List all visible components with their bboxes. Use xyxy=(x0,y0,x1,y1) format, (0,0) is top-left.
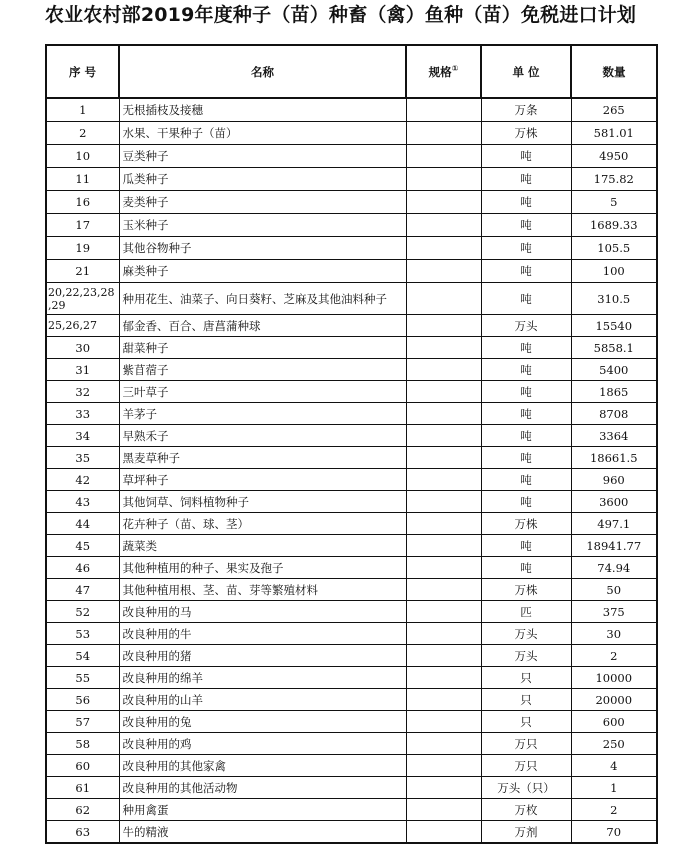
table-row xyxy=(46,601,657,623)
row-spec xyxy=(406,601,481,623)
header-spec xyxy=(406,45,481,98)
row-quantity: 4 xyxy=(571,755,657,777)
row-unit: 只 xyxy=(481,667,571,689)
row-spec xyxy=(406,98,481,122)
row-number: 19 xyxy=(46,237,119,260)
row-number: 58 xyxy=(46,733,119,755)
row-spec xyxy=(406,535,481,557)
table-row xyxy=(46,337,657,359)
table-row xyxy=(46,491,657,513)
table-row xyxy=(46,168,657,191)
row-unit: 万头（只） xyxy=(481,777,571,799)
row-number: 25,26,27 xyxy=(46,315,119,337)
row-quantity: 100 xyxy=(571,260,657,283)
table-row xyxy=(46,513,657,535)
row-spec xyxy=(406,667,481,689)
header-no: 序 号 xyxy=(46,45,119,98)
row-quantity: 105.5 xyxy=(571,237,657,260)
row-quantity: 375 xyxy=(571,601,657,623)
table-row xyxy=(46,755,657,777)
row-name: 改良种用的绵羊 xyxy=(119,667,406,689)
row-name: 牛的精液 xyxy=(119,821,406,844)
row-name: 黑麦草种子 xyxy=(119,447,406,469)
row-spec xyxy=(406,777,481,799)
row-number: 62 xyxy=(46,799,119,821)
row-name: 甜菜种子 xyxy=(119,337,406,359)
row-number: 34 xyxy=(46,425,119,447)
row-name: 改良种用的其他家禽 xyxy=(119,755,406,777)
row-spec xyxy=(406,359,481,381)
row-quantity: 18941.77 xyxy=(571,535,657,557)
row-unit: 万株 xyxy=(481,122,571,145)
row-quantity: 2 xyxy=(571,645,657,667)
row-number: 55 xyxy=(46,667,119,689)
row-name: 花卉种子（苗、球、茎） xyxy=(119,513,406,535)
row-number: 35 xyxy=(46,447,119,469)
row-name: 郁金香、百合、唐菖蒲种球 xyxy=(119,315,406,337)
row-unit: 吨 xyxy=(481,260,571,283)
row-unit: 吨 xyxy=(481,425,571,447)
row-spec xyxy=(406,168,481,191)
row-quantity: 20000 xyxy=(571,689,657,711)
row-number: 46 xyxy=(46,557,119,579)
row-unit: 只 xyxy=(481,689,571,711)
row-unit: 吨 xyxy=(481,491,571,513)
row-name: 豆类种子 xyxy=(119,145,406,168)
table-row xyxy=(46,403,657,425)
row-name: 三叶草子 xyxy=(119,381,406,403)
row-name: 其他种植用的种子、果实及孢子 xyxy=(119,557,406,579)
row-number: 10 xyxy=(46,145,119,168)
row-number: 33 xyxy=(46,403,119,425)
row-name: 麦类种子 xyxy=(119,191,406,214)
row-number: 11 xyxy=(46,168,119,191)
row-spec xyxy=(406,491,481,513)
table-row xyxy=(46,315,657,337)
row-spec xyxy=(406,425,481,447)
row-spec xyxy=(406,469,481,491)
table-body xyxy=(46,98,657,843)
row-unit: 吨 xyxy=(481,447,571,469)
row-spec xyxy=(406,733,481,755)
table-row xyxy=(46,711,657,733)
row-quantity: 2 xyxy=(571,799,657,821)
table-row xyxy=(46,557,657,579)
table-header-row xyxy=(46,45,657,98)
row-number: 47 xyxy=(46,579,119,601)
row-name: 种用花生、油菜子、向日葵籽、芝麻及其他油料种子 xyxy=(119,283,406,315)
row-quantity: 50 xyxy=(571,579,657,601)
row-number: 16 xyxy=(46,191,119,214)
row-name: 草坪种子 xyxy=(119,469,406,491)
row-quantity: 310.5 xyxy=(571,283,657,315)
table-row xyxy=(46,191,657,214)
row-number: 20,22,23,28 ,29 xyxy=(46,283,119,315)
row-unit: 吨 xyxy=(481,359,571,381)
row-number: 43 xyxy=(46,491,119,513)
row-name: 玉米种子 xyxy=(119,214,406,237)
row-quantity: 30 xyxy=(571,623,657,645)
row-spec xyxy=(406,260,481,283)
row-quantity: 10000 xyxy=(571,667,657,689)
header-name: 名称 xyxy=(119,45,406,98)
row-spec xyxy=(406,579,481,601)
row-number: 63 xyxy=(46,821,119,844)
row-quantity: 960 xyxy=(571,469,657,491)
row-quantity: 1865 xyxy=(571,381,657,403)
row-quantity: 250 xyxy=(571,733,657,755)
row-unit: 吨 xyxy=(481,337,571,359)
row-spec xyxy=(406,337,481,359)
row-name: 水果、干果种子（苗） xyxy=(119,122,406,145)
row-number: 42 xyxy=(46,469,119,491)
row-name: 其他谷物种子 xyxy=(119,237,406,260)
row-unit: 吨 xyxy=(481,237,571,260)
row-number: 1 xyxy=(46,98,119,122)
table-row xyxy=(46,733,657,755)
row-unit: 吨 xyxy=(481,469,571,491)
row-unit: 万头 xyxy=(481,645,571,667)
row-unit: 吨 xyxy=(481,403,571,425)
row-spec xyxy=(406,513,481,535)
table-row xyxy=(46,821,657,844)
row-unit: 吨 xyxy=(481,191,571,214)
row-unit: 万头 xyxy=(481,315,571,337)
table-row xyxy=(46,425,657,447)
table-row xyxy=(46,98,657,122)
row-unit: 万只 xyxy=(481,755,571,777)
row-number: 31 xyxy=(46,359,119,381)
row-number: 53 xyxy=(46,623,119,645)
row-quantity: 3600 xyxy=(571,491,657,513)
row-spec xyxy=(406,799,481,821)
row-spec xyxy=(406,145,481,168)
row-spec xyxy=(406,237,481,260)
table-row xyxy=(46,145,657,168)
table-row xyxy=(46,777,657,799)
header-qty: 数量 xyxy=(571,45,657,98)
row-quantity: 600 xyxy=(571,711,657,733)
table-row xyxy=(46,623,657,645)
row-unit: 吨 xyxy=(481,381,571,403)
import-plan-table xyxy=(45,44,658,844)
row-unit: 匹 xyxy=(481,601,571,623)
row-name: 改良种用的牛 xyxy=(119,623,406,645)
header-spec-footnote: ① xyxy=(451,63,459,73)
row-unit: 吨 xyxy=(481,535,571,557)
row-quantity: 175.82 xyxy=(571,168,657,191)
table-row xyxy=(46,667,657,689)
row-spec xyxy=(406,623,481,645)
row-name: 改良种用的其他活动物 xyxy=(119,777,406,799)
row-unit: 吨 xyxy=(481,214,571,237)
table-row xyxy=(46,260,657,283)
row-quantity: 15540 xyxy=(571,315,657,337)
row-spec xyxy=(406,381,481,403)
row-quantity: 1689.33 xyxy=(571,214,657,237)
row-quantity: 5400 xyxy=(571,359,657,381)
row-unit: 万株 xyxy=(481,579,571,601)
table-row xyxy=(46,283,657,315)
table-row xyxy=(46,579,657,601)
row-spec xyxy=(406,821,481,844)
row-quantity: 265 xyxy=(571,98,657,122)
row-quantity: 5 xyxy=(571,191,657,214)
row-quantity: 1 xyxy=(571,777,657,799)
row-quantity: 74.94 xyxy=(571,557,657,579)
header-unit: 单 位 xyxy=(481,45,571,98)
row-quantity: 18661.5 xyxy=(571,447,657,469)
row-spec xyxy=(406,689,481,711)
row-unit: 万条 xyxy=(481,98,571,122)
row-name: 改良种用的马 xyxy=(119,601,406,623)
row-spec xyxy=(406,711,481,733)
row-spec xyxy=(406,214,481,237)
table-row xyxy=(46,214,657,237)
row-number: 2 xyxy=(46,122,119,145)
row-number: 56 xyxy=(46,689,119,711)
row-unit: 万株 xyxy=(481,513,571,535)
row-quantity: 70 xyxy=(571,821,657,844)
row-quantity: 3364 xyxy=(571,425,657,447)
row-name: 羊茅子 xyxy=(119,403,406,425)
row-quantity: 581.01 xyxy=(571,122,657,145)
row-number: 30 xyxy=(46,337,119,359)
table-row xyxy=(46,689,657,711)
table-row xyxy=(46,122,657,145)
row-number: 45 xyxy=(46,535,119,557)
row-number: 60 xyxy=(46,755,119,777)
row-spec xyxy=(406,645,481,667)
row-name: 种用禽蛋 xyxy=(119,799,406,821)
row-spec xyxy=(406,755,481,777)
row-unit: 万只 xyxy=(481,733,571,755)
row-number: 52 xyxy=(46,601,119,623)
row-name: 改良种用的猪 xyxy=(119,645,406,667)
row-name: 无根插枝及接穗 xyxy=(119,98,406,122)
row-quantity: 497.1 xyxy=(571,513,657,535)
row-name: 其他种植用根、茎、苗、芽等繁殖材料 xyxy=(119,579,406,601)
row-unit: 万剂 xyxy=(481,821,571,844)
row-spec xyxy=(406,122,481,145)
row-number: 21 xyxy=(46,260,119,283)
row-unit: 万头 xyxy=(481,623,571,645)
table-row xyxy=(46,469,657,491)
row-spec xyxy=(406,315,481,337)
row-quantity: 5858.1 xyxy=(571,337,657,359)
row-name: 蔬菜类 xyxy=(119,535,406,557)
row-name: 改良种用的鸡 xyxy=(119,733,406,755)
row-name: 其他饲草、饲料植物种子 xyxy=(119,491,406,513)
row-spec xyxy=(406,191,481,214)
row-name: 改良种用的山羊 xyxy=(119,689,406,711)
row-spec xyxy=(406,447,481,469)
row-number: 44 xyxy=(46,513,119,535)
row-name: 瓜类种子 xyxy=(119,168,406,191)
row-spec xyxy=(406,403,481,425)
table-row xyxy=(46,359,657,381)
table-row xyxy=(46,381,657,403)
row-name: 改良种用的兔 xyxy=(119,711,406,733)
table-row xyxy=(46,237,657,260)
row-unit: 吨 xyxy=(481,283,571,315)
row-number: 61 xyxy=(46,777,119,799)
table-row xyxy=(46,447,657,469)
row-number: 54 xyxy=(46,645,119,667)
table-row xyxy=(46,645,657,667)
row-quantity: 8708 xyxy=(571,403,657,425)
document-title: 农业农村部2019年度种子（苗）种畜（禽）鱼种（苗）免税进口计划 xyxy=(44,4,637,26)
row-unit: 只 xyxy=(481,711,571,733)
row-name: 麻类种子 xyxy=(119,260,406,283)
row-number: 57 xyxy=(46,711,119,733)
row-number: 32 xyxy=(46,381,119,403)
header-spec-label: 规格 xyxy=(428,64,452,79)
row-name: 紫苜蓿子 xyxy=(119,359,406,381)
row-number: 17 xyxy=(46,214,119,237)
table-row xyxy=(46,535,657,557)
row-spec xyxy=(406,283,481,315)
row-unit: 吨 xyxy=(481,168,571,191)
table-row xyxy=(46,799,657,821)
row-name: 早熟禾子 xyxy=(119,425,406,447)
row-spec xyxy=(406,557,481,579)
row-unit: 吨 xyxy=(481,145,571,168)
row-unit: 万枚 xyxy=(481,799,571,821)
row-unit: 吨 xyxy=(481,557,571,579)
row-quantity: 4950 xyxy=(571,145,657,168)
